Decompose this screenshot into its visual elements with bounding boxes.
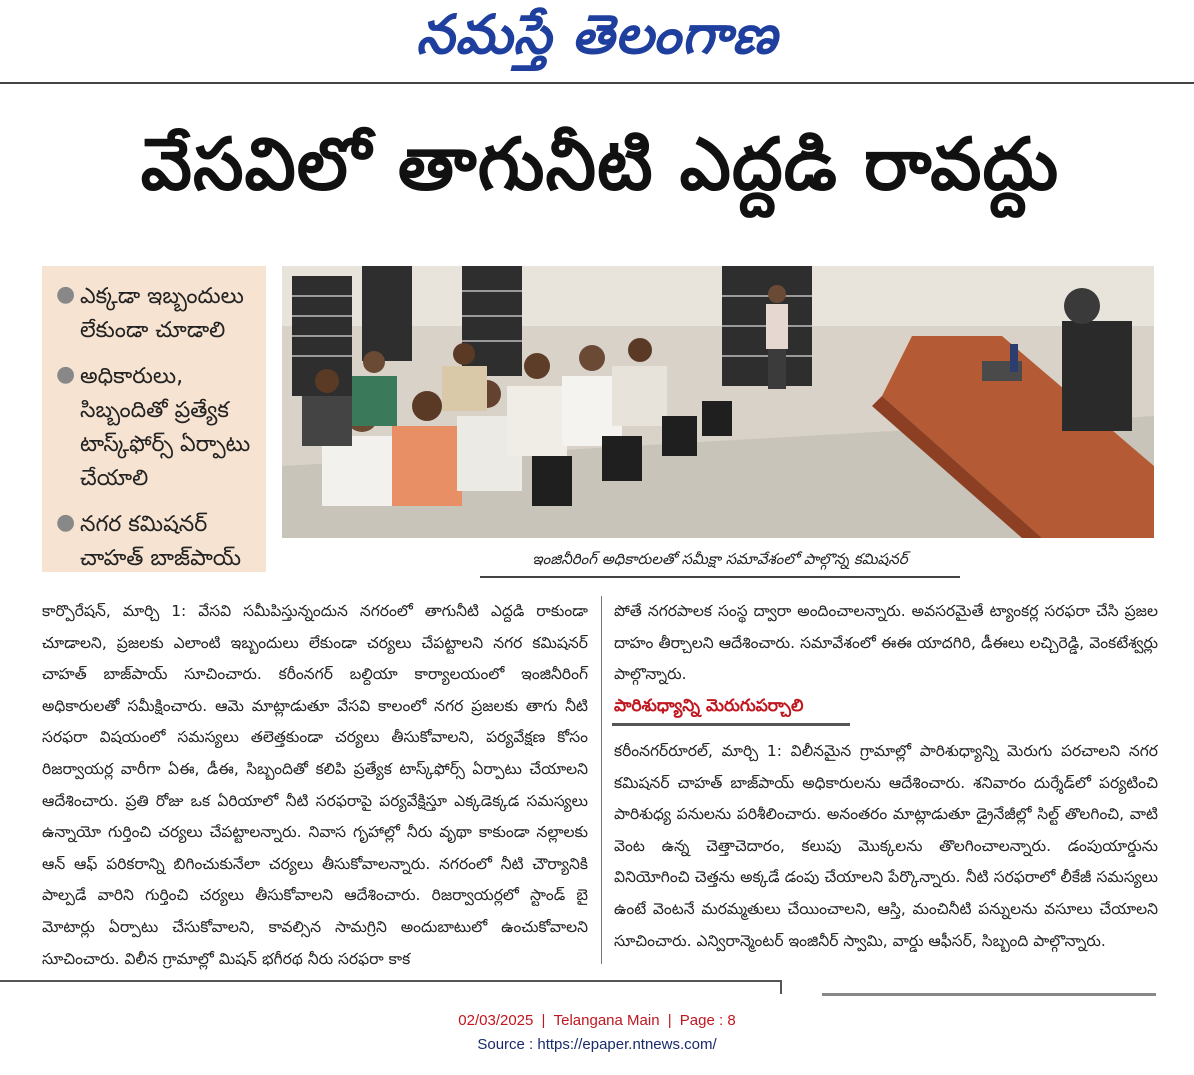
column-divider [601, 596, 602, 964]
masthead [0, 0, 1194, 82]
highlight-text: ఎక్కడా ఇబ్బందులు లేకుండా చూడాలి [80, 284, 244, 343]
meeting-photo-image [282, 266, 1154, 538]
masthead-rule [0, 82, 1194, 84]
article-right-column-bottom: కరీంనగర్‌రూరల్, మార్చి 1: విలీనమైన గ్రామాల్లో పారిశుధ్యాన్ని మెరుగు పరచాలని నగర కమిషనర్ చాహత్ బాజ్‌పాయ్ అధికారులను ఆదేశించారు. శనివారం దుర్శేడ్‌లో పర్యటించి పారిశుధ్య పనులను పరిశీలించారు. అనంతరం మాట్లాడుతూ డ్రైనేజీల్లో సిల్ట్ తొలగించి, వాటి వెంట ఉన్న చెత్తాచెదారం, కలుపు మొక్కలను తొలగించాలన్నారు. డంపుయార్డును వినియోగించి చెత్తను అక్కడే డంపు చేయాలని పేర్కొన్నారు. నీటి సరఫరాలో లీకేజీ సమస్యలు ఉంటే వెంటనే మరమ్మతులు చేయించాలని, ఆస్తి, మంచినీటి పన్నులను వసూలు చేయాలని సూచించారు. ఎన్విరాన్మెంటర్ ఇంజినీర్ స్వామి, వార్డు ఆఫీసర్, సిబ్బంది పాల్గొన్నారు. [614, 742, 1158, 950]
highlight-item [56, 508, 256, 576]
bottom-rule [0, 980, 782, 982]
highlights-box [42, 266, 266, 572]
bottom-rule-right [822, 993, 1156, 996]
highlight-item [56, 360, 256, 496]
footer-separator: | [667, 1012, 672, 1029]
footer-source-line [0, 1036, 1194, 1053]
bullet-icon: ● [56, 510, 76, 535]
article-left-column: కార్పొరేషన్, మార్చి 1: వేసవి సమీపిస్తున్నందున నగరంలో తాగునీటి ఎద్దడి రాకుండా చూడాలని, ప్రజలకు ఎలాంటి ఇబ్బందులు లేకుండా చర్యలు చేపట్టాలని నగర కమిషనర్ చాహత్ బాజ్‌పాయ్ సూచించారు. కరీంనగర్ బల్దియా కార్యాలయంలో ఇంజినీరింగ్ అధికారులతో సమీక్షించారు. ఆమె మాట్లాడుతూ వేసవి కాలంలో నగర ప్రజలకు తాగు నీటి సరఫరా విషయంలో సమస్యలు తలెత్తకుండా చర్యలు తీసుకోవాలని, పర్యవేక్షణ కోసం రిజర్వాయర్ల వారీగా ఏఈ, డీఈ, సిబ్బందితో కలిపి ప్రత్యేక టాస్క్‌ఫోర్స్ ఏర్పాటు చేయాలని ఆదేశించారు. ప్రతి రోజు ఒక ఏరియాలో నీటి సరఫరాపై పర్యవేక్షిస్తూ ఎక్కడెక్కడ సమస్యలు ఉన్నాయో గుర్తించి చర్యలు చేపట్టాలన్నారు. నివాస గృహాల్లో నీరు వృథా కాకుండా నల్లాలకు ఆన్ ఆఫ్ పరికరాన్ని బిగించుకునేలా చర్యలు తీసుకోవాలన్నారు. నగరంలో నీటి చౌర్యానికి పాల్పడే వారిని గుర్తించి చర్యలు తీసుకోవాలని ఆదేశించారు. రిజర్వాయర్లలో స్టాండ్ బై మోటార్లు ఏర్పాటు చేసుకోవాలని, కావల్సిన సామగ్రిని అందుబాటులో ఉంచుకోవాలని సూచించారు. విలీన గ్రామాల్లో మిషన్ భగీరథ నీరు సరఫరా కాక [42, 602, 588, 968]
article-right-column-top: పోతే నగరపాలక సంస్థ ద్వారా అందించాలన్నారు. అవసరమైతే ట్యాంకర్ల సరఫరా చేసి ప్రజల దాహం తీర్చాలని ఆదేశించారు. సమావేశంలో ఈఈ యాదగిరి, డీఈలు లచ్చిరెడ్డి, వెంకటేశ్వర్లు పాల్గొన్నారు. [614, 602, 1158, 684]
bullet-icon: ● [56, 282, 76, 307]
highlight-item [56, 280, 256, 348]
bottom-rule-tick [780, 980, 782, 994]
footer-page: Page : 8 [679, 1012, 736, 1029]
footer-edition-line [0, 1012, 1194, 1029]
headline: వేసవిలో తాగునీటి ఎద్దడి రావద్దు [140, 122, 1060, 206]
newspaper-logo: నమస్తే తెలంగాణ [416, 2, 778, 66]
article-subheading: పారిశుధ్యాన్ని మెరుగుపర్చాలి [612, 692, 850, 726]
highlight-text: నగర కమిషనర్ చాహత్ బాజ్‌పాయ్ [80, 512, 242, 571]
highlight-text: అధికారులు, సిబ్బందితో ప్రత్యేక టాస్క్‌ఫోర్స్ ఏర్పాటు చేయాలి [80, 364, 251, 491]
footer-date: 02/03/2025 [458, 1012, 534, 1029]
photo-caption: ఇంజినీరింగ్ అధికారులతో సమీక్షా సమావేశంలో పాల్గొన్న కమిషనర్ [480, 546, 960, 578]
meeting-photo [282, 266, 1154, 538]
bullet-icon: ● [56, 362, 76, 387]
footer-edition: Telangana Main [553, 1012, 660, 1029]
footer-source-link[interactable]: Source : https://epaper.ntnews.com/ [477, 1036, 717, 1053]
footer-separator: | [541, 1012, 546, 1029]
